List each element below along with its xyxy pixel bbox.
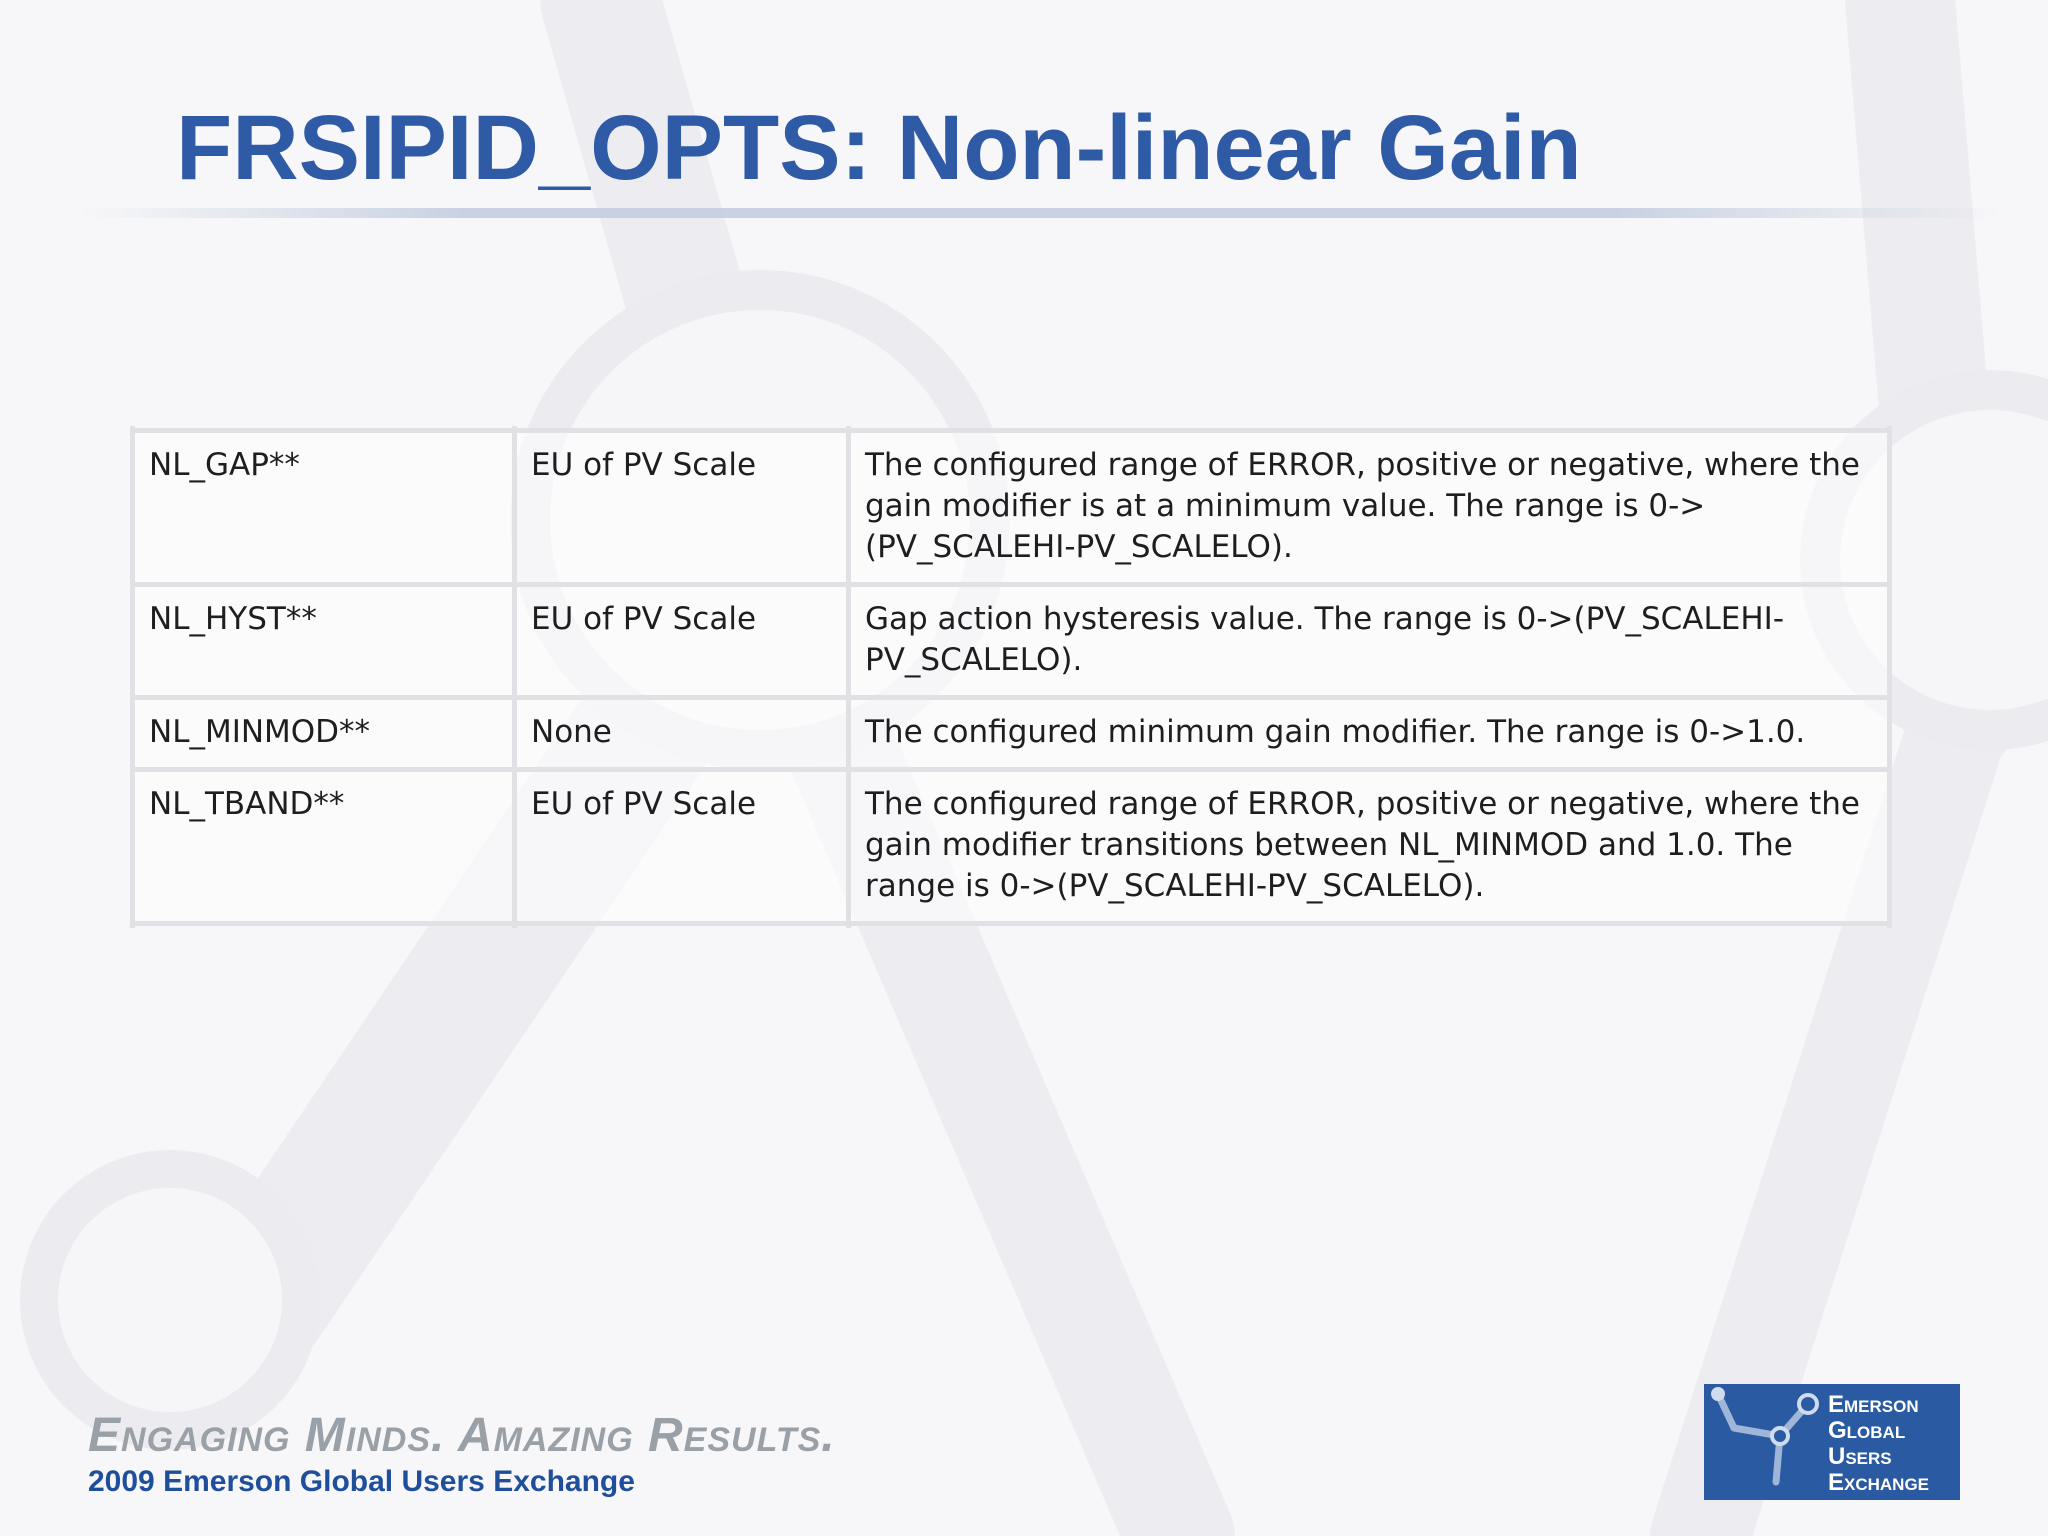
molecule-icon [1704, 1384, 1828, 1500]
footer-tagline: Engaging Minds. Amazing Results. [88, 1409, 836, 1462]
table-row [133, 431, 1890, 585]
param-units-cell: None [515, 698, 849, 770]
logo-text-line: Global [1828, 1417, 1906, 1444]
logo-text-line: Users [1828, 1443, 1892, 1470]
param-units-cell: EU of PV Scale [515, 585, 849, 698]
parameter-table [130, 426, 1892, 928]
param-description-cell: The configured range of ERROR, positive or negative, where the gain modifier transitions between NL_MINMOD and 1.0. The range is 0->(PV_SCALEHI-PV_SCALELO). [849, 770, 1890, 924]
param-name-cell: NL_TBAND** [133, 770, 515, 924]
table-bottom-edge [133, 924, 1890, 929]
param-description-cell: Gap action hysteresis value. The range is 0->(PV_SCALEHI- PV_SCALELO). [849, 585, 1890, 698]
param-name-cell: NL_HYST** [133, 585, 515, 698]
emerson-logo [1704, 1384, 1960, 1500]
table-row [133, 698, 1890, 770]
param-name-cell: NL_GAP** [133, 431, 515, 585]
logo-text-line: Emerson [1828, 1391, 1919, 1418]
param-description-cell: The configured range of ERROR, positive or negative, where the gain modifier is at a minimum value. The range is 0-> (PV_SCALEHI-PV_SCALELO). [849, 431, 1890, 585]
page-title: FRSIPID_OPTS: Non-linear Gain [176, 97, 1582, 199]
param-name-cell: NL_MINMOD** [133, 698, 515, 770]
table-row [133, 585, 1890, 698]
param-units-cell: EU of PV Scale [515, 431, 849, 585]
logo-text-line: Exchange [1828, 1469, 1930, 1496]
table-row [133, 770, 1890, 924]
title-underline [80, 208, 2000, 218]
param-units-cell: EU of PV Scale [515, 770, 849, 924]
param-description-cell: The configured minimum gain modifier. The range is 0->1.0. [849, 698, 1890, 770]
footer-event-name: 2009 Emerson Global Users Exchange [88, 1465, 635, 1498]
